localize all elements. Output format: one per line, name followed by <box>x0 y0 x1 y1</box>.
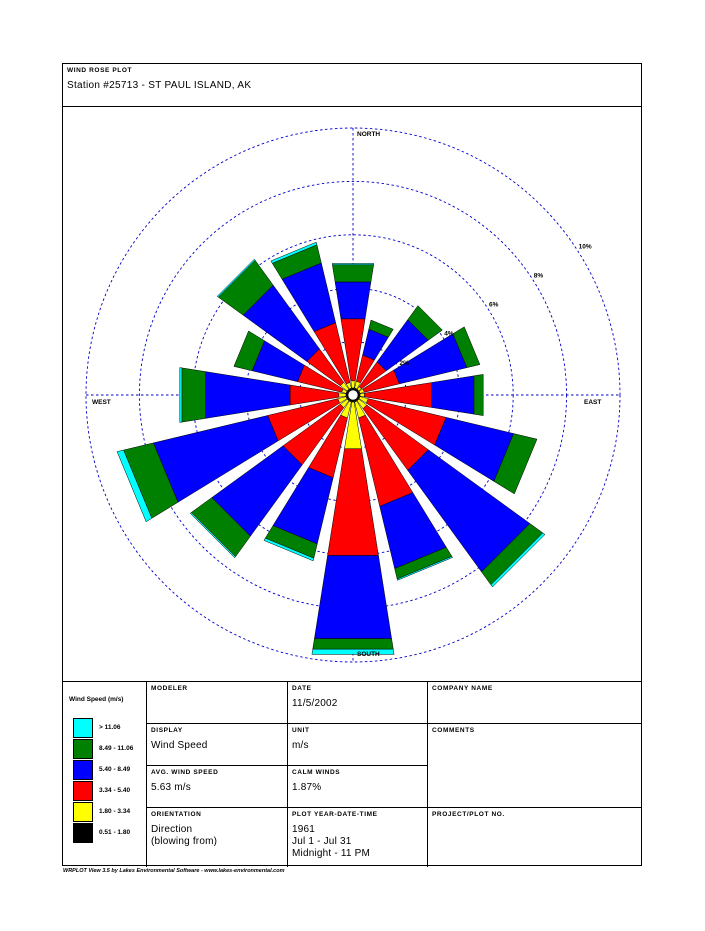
project-label: PROJECT/PLOT NO. <box>432 811 505 818</box>
ring-label-10pct: 10% <box>578 243 592 251</box>
petal-180-bin-4 <box>313 639 394 650</box>
info-footer <box>63 681 641 866</box>
ring-label-6pct: 6% <box>489 301 499 309</box>
ring-label-2pct: 2% <box>399 359 409 367</box>
display-label: DISPLAY <box>151 727 183 734</box>
avg-speed-label: AVG. WIND SPEED <box>151 769 219 776</box>
software-credit: WRPLOT View 3.5 by Lakes Environmental Software - www.lakes-environmental.com <box>63 868 285 874</box>
unit-cell <box>288 724 427 765</box>
petal-270-bin-4 <box>182 368 206 422</box>
legend-swatch-1-80-3-34 <box>73 802 93 822</box>
date-label: DATE <box>292 685 312 692</box>
compass-north: NORTH <box>357 131 381 138</box>
comments-label: COMMENTS <box>432 727 475 734</box>
ring-label-4pct: 4% <box>444 330 454 338</box>
orientation-cell <box>147 808 287 867</box>
legend-title: Wind Speed (m/s) <box>69 696 124 703</box>
legend-label-3-34-5-40: 3.34 - 5.40 <box>99 787 131 794</box>
calm-winds-cell <box>288 766 427 807</box>
company-label: COMPANY NAME <box>432 685 493 692</box>
legend-swatch-5-40-8-49 <box>73 760 93 780</box>
legend-panel <box>63 682 146 867</box>
legend-label-0-51-1-80: 0.51 - 1.80 <box>99 829 131 836</box>
unit-value: m/s <box>292 740 309 751</box>
calm-center <box>348 390 358 400</box>
orientation-value: Direction (blowing from) <box>151 824 218 847</box>
station-title: Station #25713 - ST PAUL ISLAND, AK <box>67 80 252 91</box>
legend-label-gt-11-06: > 11.06 <box>99 724 121 731</box>
compass-east: EAST <box>584 399 602 406</box>
project-cell <box>428 808 642 867</box>
petal-180-bin-3 <box>314 556 391 639</box>
petal-180-bin-5 <box>312 649 394 654</box>
legend-label-5-40-8-49: 5.40 - 8.49 <box>99 766 131 773</box>
petal-90-bin-3 <box>432 376 474 414</box>
petal-90-bin-4 <box>474 374 483 415</box>
plot-year-value: 1961 Jul 1 - Jul 31 Midnight - 11 PM <box>292 824 371 859</box>
petal-0-bin-3 <box>335 282 371 319</box>
legend-swatch-3-34-5-40 <box>73 781 93 801</box>
petal-0-bin-1 <box>351 381 355 388</box>
date-value: 11/5/2002 <box>292 698 338 709</box>
display-value: Wind Speed <box>151 740 208 751</box>
petal-270-bin-5 <box>180 368 182 423</box>
compass-west: WEST <box>92 399 111 406</box>
compass-south: SOUTH <box>357 651 380 658</box>
calm-winds-label: CALM WINDS <box>292 769 341 776</box>
petal-270-bin-1 <box>339 393 346 397</box>
display-cell <box>147 724 287 765</box>
plot-type-label: WIND ROSE PLOT <box>67 67 133 74</box>
wind-rose-sheet <box>62 63 642 866</box>
company-cell <box>428 682 642 723</box>
comments-cell <box>428 724 642 807</box>
petal-270-bin-3 <box>206 372 290 419</box>
date-cell <box>288 682 427 723</box>
orientation-label: ORIENTATION <box>151 811 202 818</box>
plot-year-label: PLOT YEAR-DATE-TIME <box>292 811 378 818</box>
avg-speed-value: 5.63 m/s <box>151 782 191 793</box>
legend-label-8-49-11-06: 8.49 - 11.06 <box>99 745 134 752</box>
legend-swatch-0-51-1-80 <box>73 823 93 843</box>
legend-swatch-8-49-11-06 <box>73 739 93 759</box>
plot-year-cell <box>288 808 427 867</box>
wind-rose-plot-area <box>63 107 641 681</box>
ring-label-8pct: 8% <box>533 272 544 280</box>
calm-winds-value: 1.87% <box>292 782 322 793</box>
petal-90-bin-1 <box>360 393 364 397</box>
legend-swatch-gt-11-06 <box>73 718 93 738</box>
modeler-label: MODELER <box>151 685 188 692</box>
petal-0-bin-5 <box>332 263 374 264</box>
legend-label-1-80-3-34: 1.80 - 3.34 <box>99 808 131 815</box>
modeler-cell <box>147 682 287 723</box>
petal-0-bin-4 <box>332 265 373 282</box>
avg-speed-cell <box>147 766 287 807</box>
unit-label: UNIT <box>292 727 310 734</box>
